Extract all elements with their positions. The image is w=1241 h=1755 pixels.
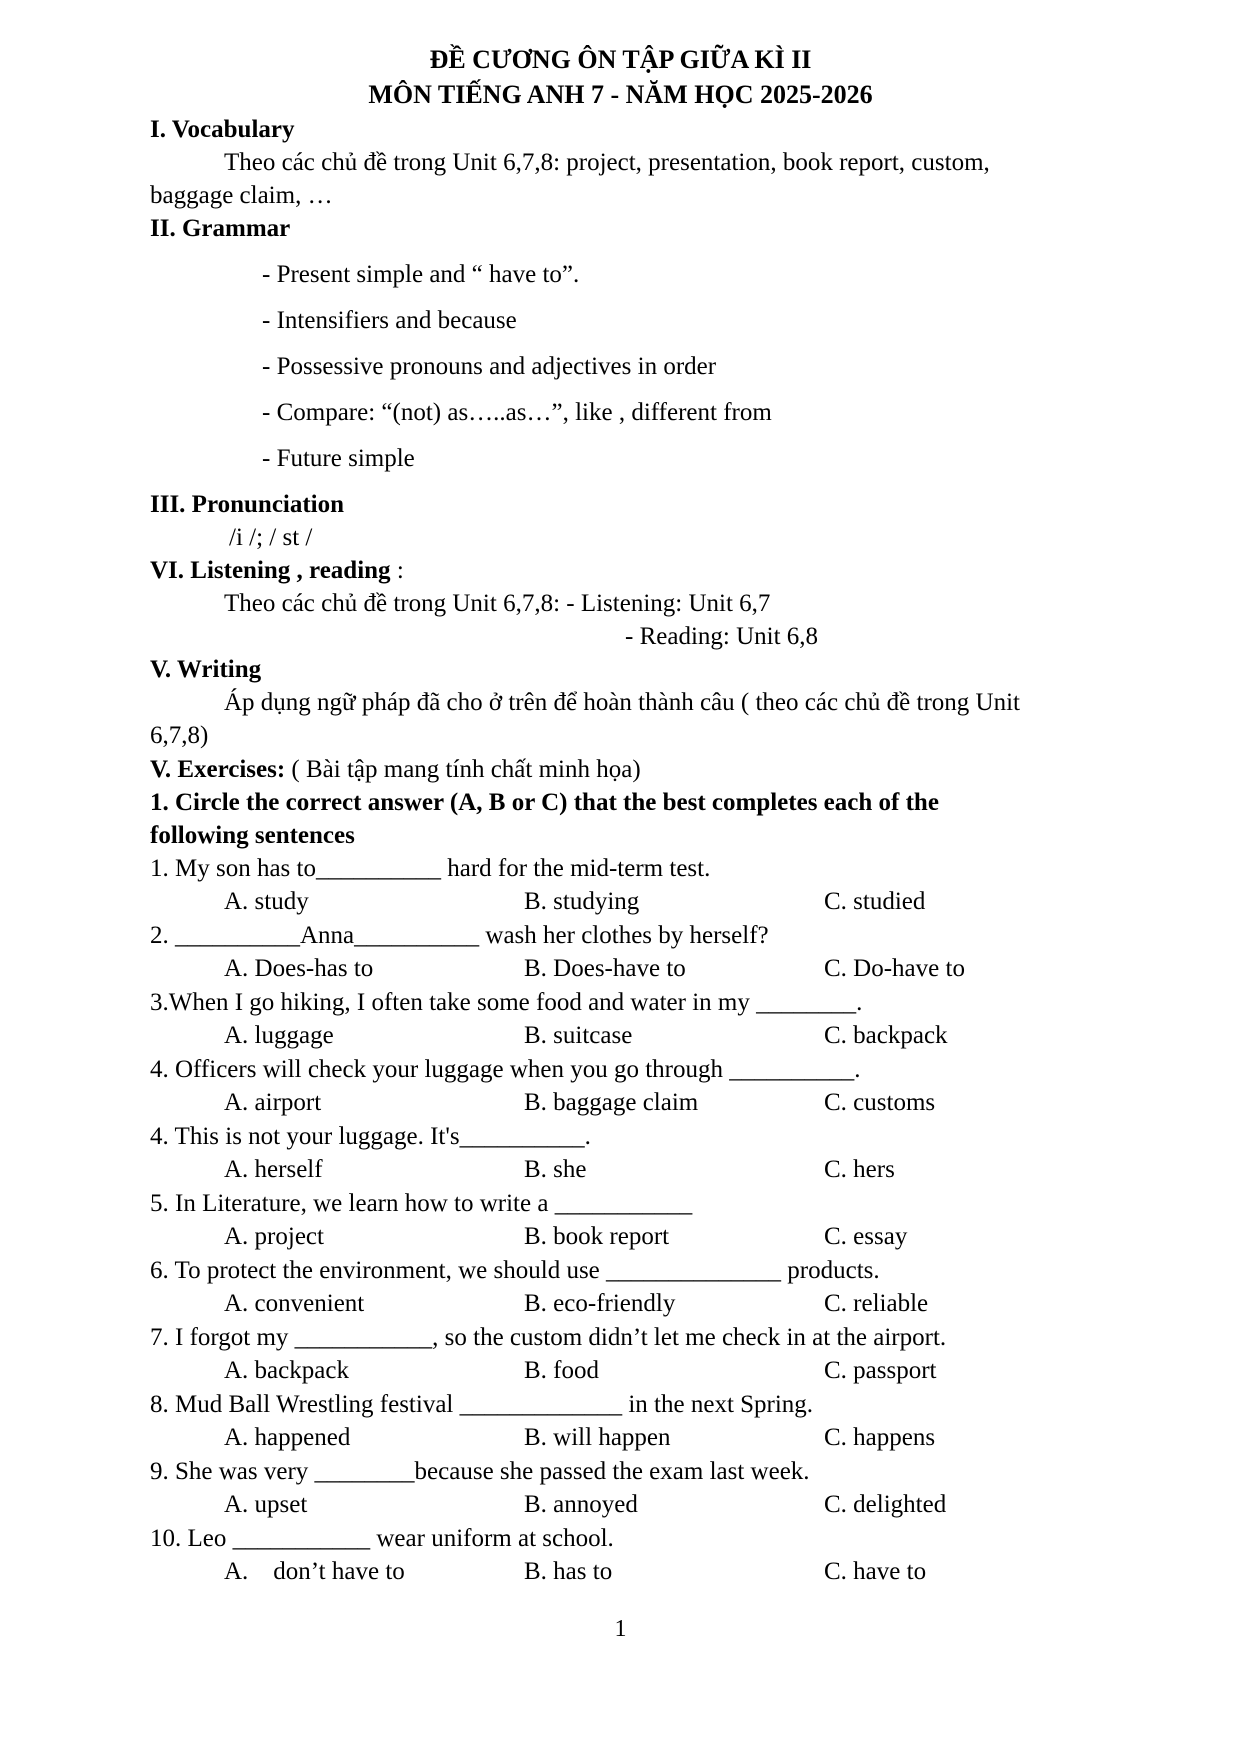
question-text: 3.When I go hiking, I often take some food and water in my ________. [150, 989, 863, 1016]
option-c: C. delighted [824, 1491, 947, 1518]
option-c: C. reliable [824, 1290, 929, 1317]
option-c: C. essay [824, 1223, 908, 1250]
option-c: C. studied [824, 888, 926, 915]
option-b: B. book report [524, 1223, 670, 1250]
option-b: B. Does-have to [524, 955, 686, 982]
vocabulary-heading: I. Vocabulary [150, 116, 295, 143]
writing-heading: V. Writing [150, 656, 262, 683]
option-c: C. Do-have to [824, 955, 965, 982]
question-text: 8. Mud Ball Wrestling festival _____________ in the next Spring. [150, 1391, 814, 1418]
option-b: B. eco-friendly [524, 1290, 676, 1317]
vocabulary-text-line2: baggage claim, … [150, 182, 333, 209]
option-a: A. herself [224, 1156, 323, 1183]
option-a: A. luggage [224, 1022, 334, 1049]
vocabulary-text-line1: Theo các chủ đề trong Unit 6,7,8: project, presentation, book report, custom, [224, 149, 990, 176]
option-c: C. have to [824, 1558, 927, 1585]
option-a: A. backpack [224, 1357, 349, 1384]
option-a: A. Does-has to [224, 955, 374, 982]
option-c: C. customs [824, 1089, 936, 1116]
exercises-heading: V. Exercises: [150, 756, 286, 783]
question-text: 9. She was very ________because she passed the exam last week. [150, 1458, 810, 1485]
question-text: 2. __________Anna__________ wash her clothes by herself? [150, 922, 769, 949]
option-c: C. passport [824, 1357, 937, 1384]
option-a: A. study [224, 888, 309, 915]
option-a: A. airport [224, 1089, 322, 1116]
option-b: B. food [524, 1357, 599, 1384]
option-c: C. backpack [824, 1022, 948, 1049]
grammar-item: - Compare: “(not) as…..as…”, like , different from [262, 399, 772, 426]
option-a: A. upset [224, 1491, 308, 1518]
pronunciation-heading: III. Pronunciation [150, 491, 345, 518]
listening-text-line2: - Reading: Unit 6,8 [625, 623, 819, 650]
option-b: B. she [524, 1156, 587, 1183]
exercises-heading-row [150, 754, 641, 786]
option-a: A. project [224, 1223, 324, 1250]
question-text: 5. In Literature, we learn how to write a ___________ [150, 1190, 693, 1217]
exercise-instruction-line1: 1. Circle the correct answer (A, B or C) that the best completes each of the [150, 789, 939, 816]
document-title-line2: MÔN TIẾNG ANH 7 - NĂM HỌC 2025-2026 [368, 80, 873, 109]
option-a: A. don’t have to [224, 1558, 405, 1585]
listening-heading-suffix: : [390, 557, 404, 584]
listening-text-line1: Theo các chủ đề trong Unit 6,7,8: - Listening: Unit 6,7 [224, 590, 771, 617]
grammar-item: - Possessive pronouns and adjectives in order [262, 353, 717, 380]
exercises-heading-note: ( Bài tập mang tính chất minh họa) [285, 756, 641, 783]
pronunciation-sounds: /i /; / st / [229, 524, 313, 551]
option-b: B. will happen [524, 1424, 671, 1451]
option-a: A. convenient [224, 1290, 365, 1317]
option-c: C. happens [824, 1424, 936, 1451]
question-text: 4. Officers will check your luggage when you go through __________. [150, 1056, 861, 1083]
question-text: 4. This is not your luggage. It's__________. [150, 1123, 591, 1150]
page-number: 1 [614, 1616, 627, 1642]
question-text: 6. To protect the environment, we should use ______________ products. [150, 1257, 880, 1284]
listening-heading-row [150, 555, 404, 587]
grammar-heading: II. Grammar [150, 215, 291, 242]
grammar-item: - Intensifiers and because [262, 307, 517, 334]
grammar-item: - Present simple and “ have to”. [262, 261, 580, 288]
option-b: B. has to [524, 1558, 613, 1585]
exercise-instruction-line2: following sentences [150, 822, 355, 849]
listening-heading: VI. Listening , reading [150, 557, 391, 584]
option-b: B. annoyed [524, 1491, 638, 1518]
option-a: A. happened [224, 1424, 351, 1451]
document-title-line1: ĐỀ CƯƠNG ÔN TẬP GIỮA KÌ II [429, 45, 812, 74]
option-b: B. suitcase [524, 1022, 633, 1049]
option-b: B. studying [524, 888, 640, 915]
writing-text-line1: Áp dụng ngữ pháp đã cho ở trên để hoàn thành câu ( theo các chủ đề trong Unit [224, 689, 1020, 716]
grammar-item: - Future simple [262, 445, 415, 472]
option-b: B. baggage claim [524, 1089, 699, 1116]
writing-text-line2: 6,7,8) [150, 722, 209, 749]
question-text: 1. My son has to__________ hard for the mid-term test. [150, 855, 711, 882]
question-text: 10. Leo ___________ wear uniform at school. [150, 1525, 614, 1552]
option-c: C. hers [824, 1156, 895, 1183]
question-text: 7. I forgot my ___________, so the custom didn’t let me check in at the airport. [150, 1324, 947, 1351]
